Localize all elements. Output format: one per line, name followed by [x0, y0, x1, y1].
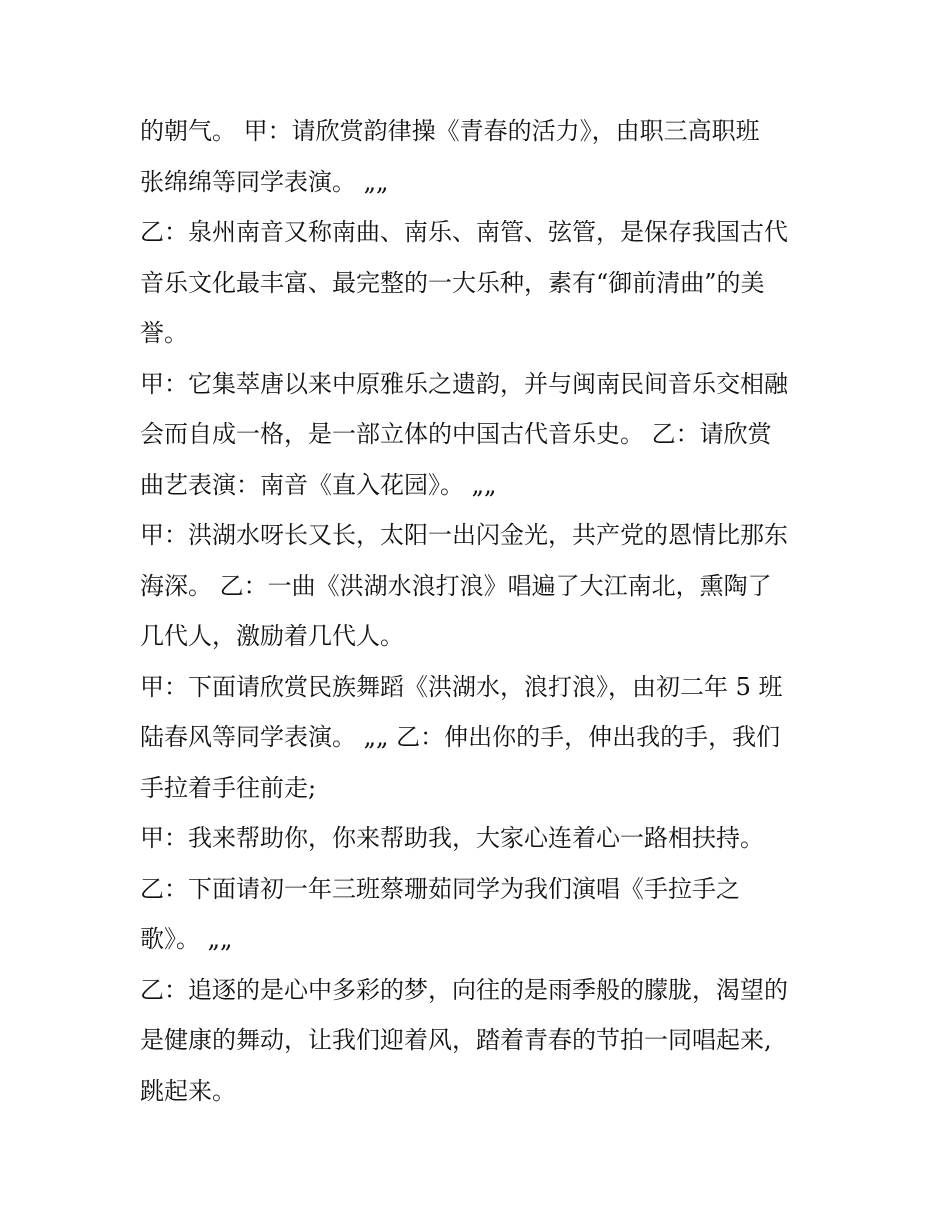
- document-body: [140, 106, 820, 1116]
- text-line: 海深。 乙：一曲《洪湖水浪打浪》唱遍了大江南北，熏陶了: [140, 571, 772, 600]
- text-line: 张绵绵等同学表演。 „„: [140, 167, 389, 196]
- text-line: 甲：洪湖水呀长又长，太阳一出闪金光，共产党的恩情比那东: [140, 521, 788, 549]
- text-line: 会而自成一格，是一部立体的中国古代音乐史。 乙：请欣赏: [140, 420, 772, 448]
- text-line: 曲艺表演：南音《直入花园》。 „„: [140, 470, 497, 499]
- text-line: 几代人，激励着几代人。: [140, 622, 404, 650]
- text-line: 音乐文化最丰富、最完整的一大乐种，素有“御前清曲”的美: [140, 268, 765, 297]
- text-line: 甲：我来帮助你，你来帮助我，大家心连着心一路相扶持。: [140, 824, 764, 852]
- text-line: 跳起来。: [140, 1076, 236, 1105]
- text-line: 乙：下面请初一年三班蔡珊茹同学为我们演唱《手拉手之: [140, 874, 740, 903]
- text-line: 乙：追逐的是心中多彩的梦，向往的是雨季般的朦胧，渴望的: [140, 975, 788, 1004]
- text-line: 甲：下面请欣赏民族舞蹈《洪湖水，浪打浪》，由初二年 5 班: [140, 672, 783, 701]
- text-line: 乙：泉州南音又称南曲、南乐、南管、弦管，是保存我国古代: [140, 218, 788, 246]
- text-line: 歌》。 „„: [140, 925, 233, 953]
- text-line: 甲：它集萃唐以来中原雅乐之遗韵，并与闽南民间音乐交相融: [140, 369, 788, 398]
- text-line: 誉。: [140, 319, 188, 347]
- text-line: 的朝气。 甲：请欣赏韵律操《青春的活力》，由职三高职班: [140, 117, 760, 145]
- text-line: 是健康的舞动，让我们迎着风，踏着青春的节拍一同唱起来,: [140, 1026, 772, 1054]
- text-line: 陆春风等同学表演。 „„ 乙：伸出你的手，伸出我的手，我们: [140, 723, 781, 751]
- text-line: 手拉着手往前走;: [140, 773, 317, 802]
